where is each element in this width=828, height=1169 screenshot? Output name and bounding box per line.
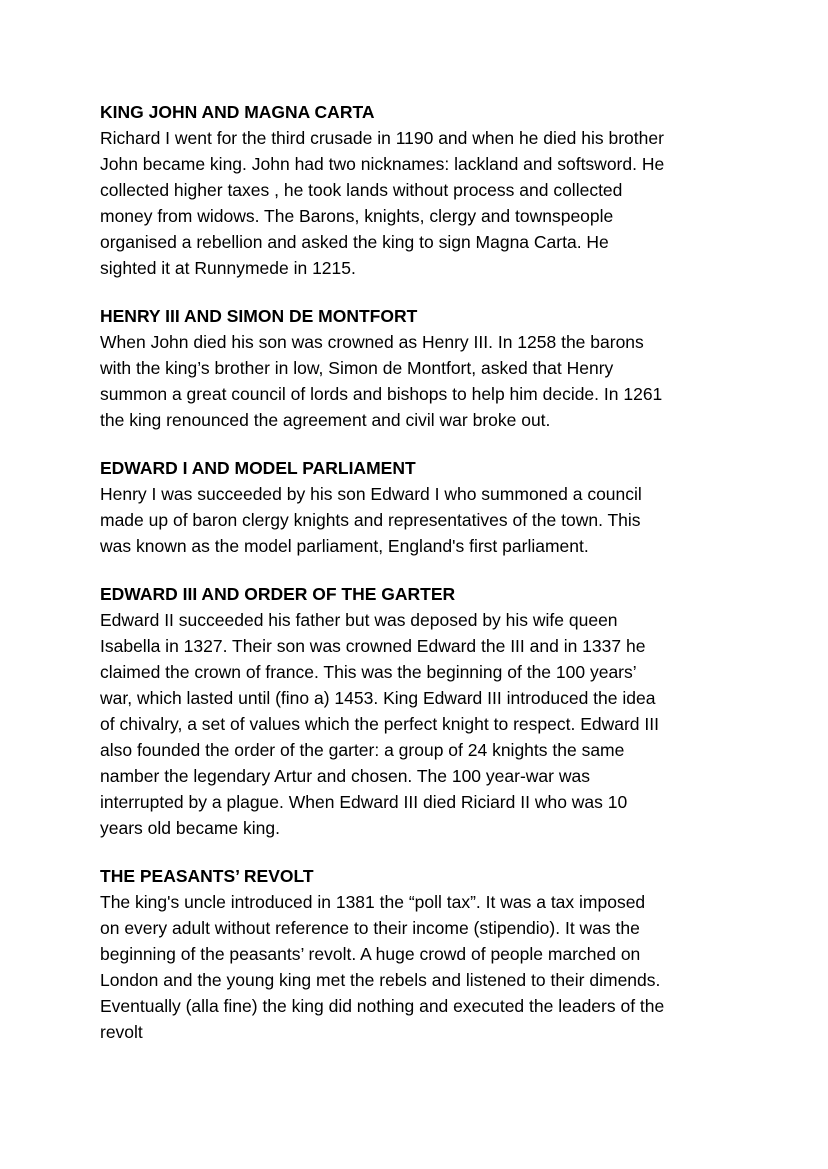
paragraph-line: with the king’s brother in low, Simon de Montfort, asked that Henry	[100, 358, 614, 378]
paragraph-line: money from widows. The Barons, knights, clergy and townspeople	[100, 206, 614, 226]
section-heading: THE PEASANTS’ REVOLT	[100, 866, 314, 886]
paragraph-line: of chivalry, a set of values which the perfect knight to respect. Edward III	[100, 714, 659, 734]
paragraph-line: When John died his son was crowned as Henry III. In 1258 the barons	[100, 332, 644, 352]
paragraph-line: on every adult without reference to their income (stipendio). It was the	[100, 918, 640, 938]
paragraph-line: made up of baron clergy knights and representatives of the town. This	[100, 510, 641, 530]
paragraph-line: sighted it at Runnymede in 1215.	[100, 258, 356, 278]
paragraph-line: namber the legendary Artur and chosen. The 100 year-war was	[100, 766, 590, 786]
section-edward-iii	[100, 581, 740, 841]
section-heading: HENRY III AND SIMON DE MONTFORT	[100, 306, 418, 326]
paragraph-line: Isabella in 1327. Their son was crowned Edward the III and in 1337 he	[100, 636, 646, 656]
paragraph-line: collected higher taxes , he took lands without process and collected	[100, 180, 623, 200]
paragraph-line: organised a rebellion and asked the king to sign Magna Carta. He	[100, 232, 609, 252]
paragraph-line: also founded the order of the garter: a group of 24 knights the same	[100, 740, 625, 760]
paragraph-line: Henry I was succeeded by his son Edward I who summoned a council	[100, 484, 642, 504]
section-edward-i	[100, 455, 740, 559]
section-heading: EDWARD I AND MODEL PARLIAMENT	[100, 458, 416, 478]
paragraph-line: the king renounced the agreement and civil war broke out.	[100, 410, 551, 430]
paragraph-line: years old became king.	[100, 818, 280, 838]
paragraph-line: London and the young king met the rebels and listened to their dimends.	[100, 970, 661, 990]
section-heading: EDWARD III AND ORDER OF THE GARTER	[100, 584, 456, 604]
paragraph-line: Edward II succeeded his father but was deposed by his wife queen	[100, 610, 618, 630]
paragraph-line: beginning of the peasants’ revolt. A huge crowd of people marched on	[100, 944, 641, 964]
section-heading: KING JOHN AND MAGNA CARTA	[100, 102, 375, 122]
paragraph-line: Richard I went for the third crusade in 1190 and when he died his brother	[100, 128, 664, 148]
document-page	[100, 99, 740, 1067]
paragraph-line: Eventually (alla fine) the king did nothing and executed the leaders of the	[100, 996, 665, 1016]
paragraph-line: was known as the model parliament, England's first parliament.	[100, 536, 589, 556]
section-henry-iii	[100, 303, 740, 433]
paragraph-line: claimed the crown of france. This was the beginning of the 100 years’	[100, 662, 637, 682]
paragraph-line: interrupted by a plague. When Edward III died Riciard II who was 10	[100, 792, 628, 812]
section-king-john	[100, 99, 740, 281]
section-peasants-revolt	[100, 863, 740, 1045]
paragraph-line: war, which lasted until (fino a) 1453. King Edward III introduced the idea	[100, 688, 656, 708]
paragraph-line: revolt	[100, 1022, 143, 1042]
paragraph-line: John became king. John had two nicknames: lackland and softsword. He	[100, 154, 665, 174]
paragraph-line: The king's uncle introduced in 1381 the “poll tax”. It was a tax imposed	[100, 892, 646, 912]
paragraph-line: summon a great council of lords and bishops to help him decide. In 1261	[100, 384, 663, 404]
